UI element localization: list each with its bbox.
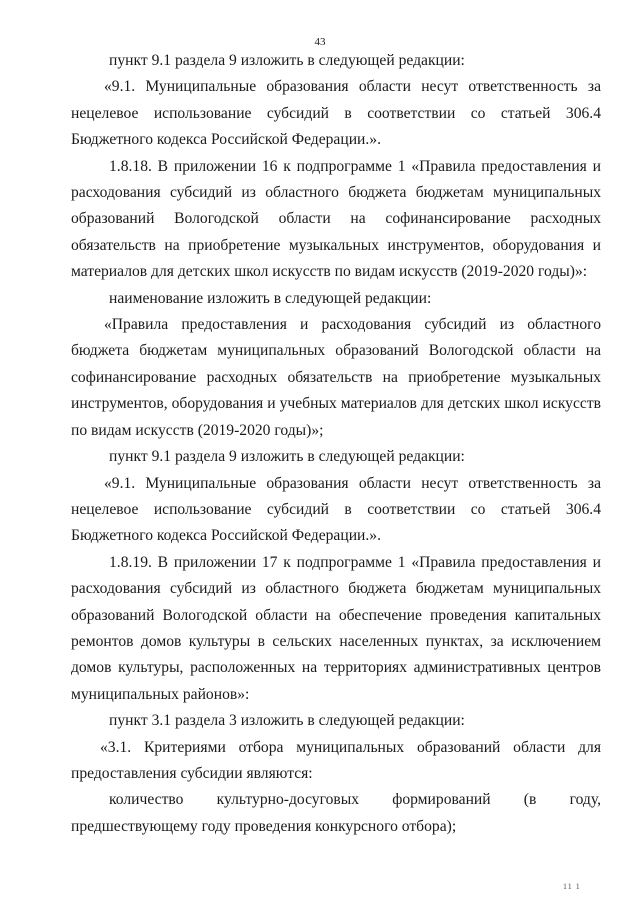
paragraph-quote: «9.1. Муниципальные образования области несут ответственность за нецелевое использование субсидий в соответствии со статьей 306.4 Бюджетного кодекса Российской Федерации.». — [71, 78, 601, 149]
footer-mark: 11 1 — [563, 882, 581, 891]
paragraph-quote: «9.1. Муниципальные образования области несут ответственность за нецелевое использование субсидий в соответствии со статьей 306.4 Бюджетного кодекса Российской Федерации.». — [71, 474, 601, 545]
page-number: 43 — [314, 36, 326, 48]
paragraph-instruction: наименование изложить в следующей редакции: — [109, 289, 432, 307]
paragraph-quote: «Правила предоставления и расходования субсидий из областного бюджета бюджетам муниципальных образований Вологодской области на софинансирование расходных обязательств на приобретение музыкальных инструментов, оборудования и учебных материалов для детских школ искусств по видам искусств (2019-2020 годы)»; — [71, 316, 601, 439]
paragraph-instruction: пункт 9.1 раздела 9 изложить в следующей редакции: — [109, 448, 465, 466]
paragraph-instruction: пункт 9.1 раздела 9 изложить в следующей редакции: — [109, 52, 465, 69]
paragraph-section: 1.8.18. В приложении 16 к подпрограмме 1 «Правила предоставления и расходования субсидий из областного бюджета бюджетам муниципальных образований Вологодской области на софинансирование расходных обязательств на приобретение музыкальных инструментов, оборудования и материалов для детских школ искусств по видам искусств (2019-2020 годы)»: — [71, 157, 601, 281]
paragraph-quote: «3.1. Критериями отбора муниципальных образований области для предоставления субсидии являются: — [71, 738, 601, 782]
paragraph-list-item: количество культурно-досуговых формирований (в году, предшествующему году проведения конкурсного отбора); — [71, 791, 601, 835]
paragraph-instruction: пункт 3.1 раздела 3 изложить в следующей редакции: — [109, 712, 465, 730]
document-body — [71, 48, 601, 840]
paragraph-section: 1.8.19. В приложении 17 к подпрограмме 1 «Правила предоставления и расходования субсидий из областного бюджета бюджетам муниципальных образований Вологодской области на обеспечение проведения капитальных ремонтов домов культуры в сельских населенных пунктах, за исключением домов культуры, расположенных на территориях административных центров муниципальных районов»: — [71, 553, 601, 703]
